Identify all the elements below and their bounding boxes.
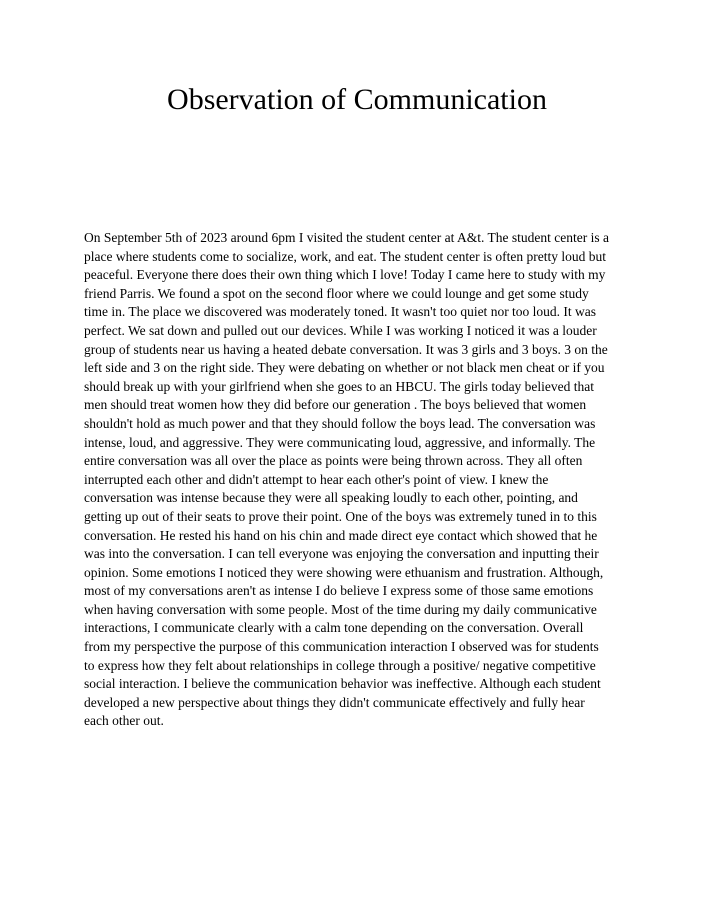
- paragraph-line: interrupted each other and didn't attempt to hear each other's point of view. I knew the: [84, 471, 549, 487]
- paragraph-line: On September 5th of 2023 around 6pm I visited the student center at A&t. The student center is a: [84, 230, 610, 245]
- paragraph-line: getting up out of their seats to prove their point. One of the boys was extremely tuned in to this: [84, 508, 597, 524]
- paragraph-line: shouldn't hold as much power and that they should follow the boys lead. The conversation was: [84, 415, 596, 431]
- paragraph-line: from my perspective the purpose of this communication interaction I observed was for students: [84, 639, 599, 655]
- paragraph-line: time in. The place we discovered was moderately toned. It wasn't too quiet nor too loud. It was: [84, 304, 597, 320]
- paragraph-line: when having conversation with some people. Most of the time during my daily communicative: [84, 601, 597, 617]
- paragraph-line: social interaction. I believe the communication behavior was ineffective. Although each student: [84, 676, 601, 692]
- paragraph-line: left side and 3 on the right side. They were debating on whether or not black men cheat or if you: [84, 360, 605, 376]
- paragraph-line: opinion. Some emotions I noticed they were showing were ethuanism and frustration. Although,: [84, 564, 604, 580]
- paragraph-line: each other out.: [84, 713, 164, 729]
- paragraph-line: to express how they felt about relationships in college through a positive/ negative competitive: [84, 657, 596, 673]
- paragraph-line: group of students near us having a heated debate conversation. It was 3 girls and 3 boys. 3 on the: [84, 341, 608, 357]
- paragraph-line: most of my conversations aren't as intense I do believe I express some of those same emotions: [84, 583, 594, 599]
- paragraph-line: interactions, I communicate clearly with a calm tone depending on the conversation. Overall: [84, 620, 584, 636]
- paragraph-line: entire conversation was all over the place as points were being thrown across. They all often: [84, 453, 583, 469]
- body-paragraph: [84, 229, 636, 731]
- paragraph-line: should break up with your girlfriend when she goes to an HBCU. The girls today believed that: [84, 378, 595, 394]
- document-title: Observation of Communication: [167, 83, 547, 116]
- paragraph-line: place where students come to socialize, work, and eat. The student center is often pretty loud but: [84, 248, 606, 264]
- paragraph-line: peaceful. Everyone there does their own thing which I love! Today I came here to study with my: [84, 267, 606, 283]
- paragraph-line: conversation. He rested his hand on his chin and made direct eye contact which showed that he: [84, 527, 598, 543]
- paragraph-line: intense, loud, and aggressive. They were communicating loud, aggressive, and informally. The: [84, 434, 596, 450]
- paragraph-line: friend Parris. We found a spot on the second floor where we could lounge and get some study: [84, 285, 589, 301]
- paragraph-line: men should treat women how they did before our generation . The boys believed that women: [84, 397, 587, 413]
- paragraph-line: conversation was intense because they were all speaking loudly to each other, pointing, and: [84, 490, 578, 506]
- paragraph-line: was into the conversation. I can tell everyone was enjoying the conversation and inputting their: [84, 546, 599, 562]
- paragraph-line: developed a new perspective about things they didn't communicate effectively and fully hear: [84, 694, 585, 710]
- paragraph-line: perfect. We sat down and pulled out our devices. While I was working I noticed it was a louder: [84, 322, 597, 338]
